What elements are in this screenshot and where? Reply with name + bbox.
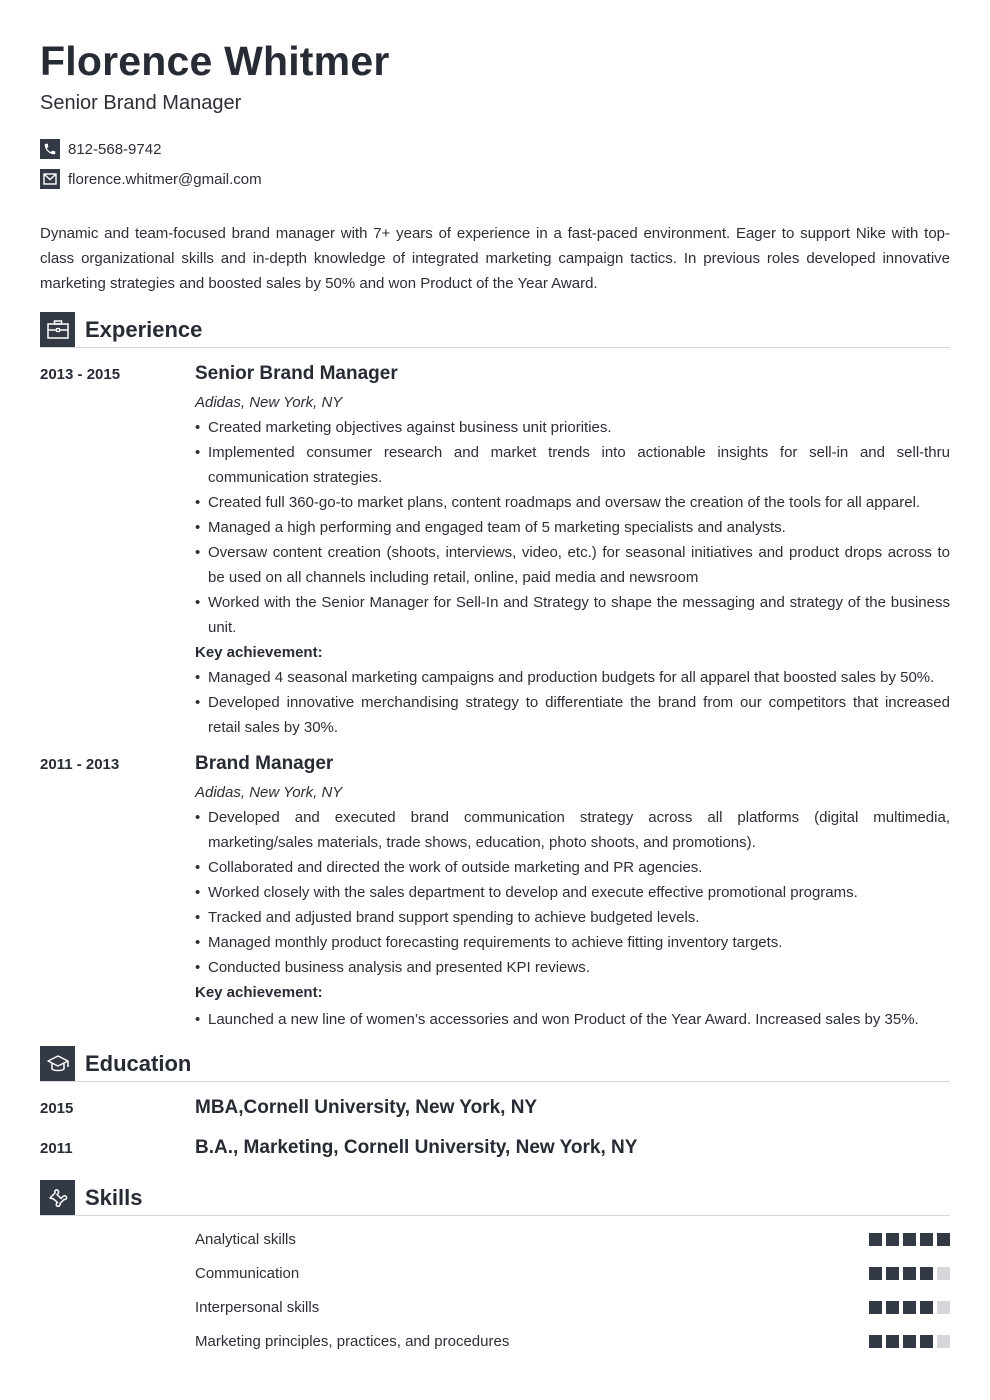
email-address[interactable]: florence.whitmer@gmail.com: [68, 170, 262, 188]
skill-name: Interpersonal skills: [195, 1298, 320, 1316]
skill-name: Analytical skills: [195, 1230, 296, 1248]
skill-level-empty: [937, 1301, 950, 1314]
list-item: • Oversaw content creation (shoots, interviews, video, etc.) for seasonal initiatives and product drops across to be used on all channels including retail, online, paid media and newsroom: [195, 540, 950, 590]
skill-level-filled: [937, 1233, 950, 1246]
experience-section-header: [40, 312, 950, 348]
list-item: • Worked with the Senior Manager for Sell-In and Strategy to shape the messaging and strategy of the business unit.: [195, 590, 950, 640]
skill-level-filled: [903, 1267, 916, 1280]
skill-level-filled: [869, 1233, 882, 1246]
candidate-role: Senior Brand Manager: [40, 92, 242, 114]
skill-level: [869, 1335, 950, 1348]
skills-section-header: [40, 1180, 950, 1216]
education-degree: MBA,Cornell University, New York, NY: [195, 1097, 538, 1118]
skill-row: [195, 1297, 950, 1317]
skill-level-empty: [937, 1335, 950, 1348]
list-item: • Developed and executed brand communication strategy across all platforms (digital multimedia, marketing/sales materials, trade shows, education, photo shoots, and promotions).: [195, 805, 950, 855]
phone-icon: [40, 139, 60, 159]
briefcase-icon: [40, 312, 75, 347]
list-item: • Developed innovative merchandising strategy to differentiate the brand from our competitors that increased retail sales by 30%.: [195, 690, 950, 740]
skill-level-filled: [920, 1301, 933, 1314]
list-item: • Launched a new line of women’s accessories and won Product of the Year Award. Increased sales by 35%.: [195, 1007, 950, 1032]
puzzle-icon: [40, 1180, 75, 1215]
job-dates: 2013 - 2015: [40, 366, 121, 383]
list-item: • Managed a high performing and engaged team of 5 marketing specialists and analysts.: [195, 515, 950, 540]
key-achievement-label: Key achievement:: [195, 644, 323, 661]
education-year: 2015: [40, 1100, 74, 1117]
education-year: 2011: [40, 1140, 73, 1157]
skill-level-filled: [869, 1267, 882, 1280]
skill-level: [869, 1233, 950, 1246]
skill-level-filled: [920, 1335, 933, 1348]
candidate-name: Florence Whitmer: [40, 38, 390, 84]
list-item: • Conducted business analysis and presented KPI reviews.: [195, 955, 950, 980]
skill-level-filled: [886, 1233, 899, 1246]
skill-level-filled: [869, 1301, 882, 1314]
contact-email: [40, 169, 262, 189]
skill-level-filled: [886, 1301, 899, 1314]
skill-level-empty: [937, 1267, 950, 1280]
skill-name: Marketing principles, practices, and procedures: [195, 1332, 510, 1350]
skill-level-filled: [903, 1301, 916, 1314]
skill-level-filled: [920, 1267, 933, 1280]
skill-level-filled: [886, 1267, 899, 1280]
job-bullets: [195, 805, 950, 1032]
skill-name: Communication: [195, 1264, 300, 1282]
education-section-header: [40, 1046, 950, 1082]
envelope-icon: [40, 169, 60, 189]
contact-phone: [40, 139, 161, 159]
education-degree: B.A., Marketing, Cornell University, New York, NY: [195, 1137, 638, 1158]
job-title: Senior Brand Manager: [195, 363, 398, 384]
skill-row: [195, 1229, 950, 1249]
skill-level-filled: [886, 1335, 899, 1348]
skill-level: [869, 1267, 950, 1280]
job-title: Brand Manager: [195, 753, 334, 774]
job-company: Adidas, New York, NY: [195, 394, 343, 411]
experience-section-title: Experience: [85, 317, 203, 342]
profile-summary: Dynamic and team-focused brand manager with 7+ years of experience in a fast-paced environment. Eager to support Nike with top-class organizational skills and in-depth knowledge of integrated marketing campaign tactics. In previous roles developed innovative marketing strategies and boosted sales by 50% and won Product of the Year Award.: [40, 225, 950, 292]
skill-level: [869, 1301, 950, 1314]
graduation-cap-icon: [40, 1046, 75, 1081]
education-section-title: Education: [85, 1051, 192, 1076]
skill-level-filled: [869, 1335, 882, 1348]
list-item: • Collaborated and directed the work of outside marketing and PR agencies.: [195, 855, 950, 880]
phone-number[interactable]: 812-568-9742: [68, 140, 162, 158]
job-dates: 2011 - 2013: [40, 756, 120, 773]
skill-level-filled: [903, 1335, 916, 1348]
skill-row: [195, 1331, 950, 1351]
list-item: • Created full 360-go-to market plans, content roadmaps and oversaw the creation of the tools for all apparel.: [195, 490, 950, 515]
skills-section-title: Skills: [85, 1185, 143, 1210]
list-item: • Managed monthly product forecasting requirements to achieve fitting inventory targets.: [195, 930, 950, 955]
key-achievement-label: Key achievement:: [195, 984, 323, 1001]
job-bullets: [195, 415, 950, 740]
skill-row: [195, 1263, 950, 1283]
job-company: Adidas, New York, NY: [195, 784, 343, 801]
list-item: • Created marketing objectives against business unit priorities.: [195, 415, 950, 440]
skill-level-filled: [920, 1233, 933, 1246]
list-item: • Implemented consumer research and market trends into actionable insights for sell-in and sell-thru communication strategies.: [195, 440, 950, 490]
list-item: • Tracked and adjusted brand support spending to achieve budgeted levels.: [195, 905, 950, 930]
list-item: • Worked closely with the sales department to develop and execute effective promotional programs.: [195, 880, 950, 905]
list-item: • Managed 4 seasonal marketing campaigns and production budgets for all apparel that boosted sales by 50%.: [195, 665, 950, 690]
skill-level-filled: [903, 1233, 916, 1246]
